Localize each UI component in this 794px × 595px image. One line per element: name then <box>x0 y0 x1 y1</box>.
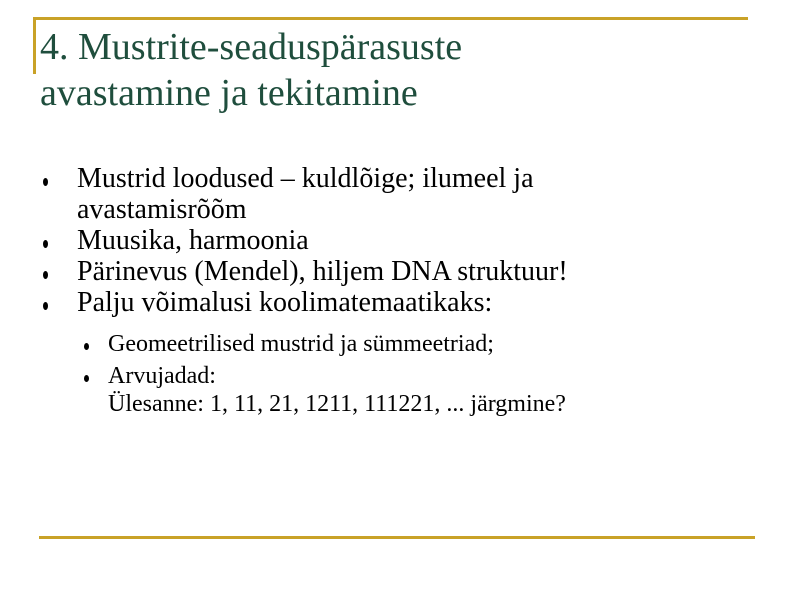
bullet-text: Pärinevus (Mendel), hiljem DNA struktuur! <box>77 256 568 287</box>
title-frame-top-rule <box>33 17 748 20</box>
round-bullet-icon <box>43 271 48 279</box>
slide-title <box>40 24 740 116</box>
round-bullet-icon <box>84 343 89 350</box>
round-bullet-icon <box>43 302 48 310</box>
round-bullet-icon <box>84 375 89 382</box>
slide-title-line-2: avastamine ja tekitamine <box>40 72 418 114</box>
sub-bullet-item-sequences <box>77 362 760 418</box>
bullet-item-music <box>40 225 760 256</box>
sub-bullet-text: Geomeetrilised mustrid ja sümmeetriad; <box>108 331 494 357</box>
bullet-text-line-1: Mustrid loodused – kuldlõige; ilumeel ja <box>77 163 534 194</box>
round-bullet-icon <box>43 178 48 186</box>
sub-bullet-text-line-2: Ülesanne: 1, 11, 21, 1211, 111221, ... järgmine? <box>108 391 566 417</box>
bottom-rule <box>39 536 755 539</box>
sub-bullet-item-geometry <box>77 330 760 358</box>
sub-bullet-list <box>77 330 760 418</box>
bullet-text: Palju võimalusi koolimatemaatikaks: <box>77 287 493 318</box>
bullet-list <box>40 163 760 422</box>
title-frame-left-rule <box>33 17 36 74</box>
bullet-text: Muusika, harmoonia <box>77 225 309 256</box>
bullet-text-line-2: avastamisrõõm <box>77 194 247 225</box>
slide-title-line-1: 4. Mustrite-seaduspärasuste <box>40 26 463 68</box>
bullet-item-nature-patterns <box>40 163 760 225</box>
round-bullet-icon <box>43 240 48 248</box>
bullet-item-school-math <box>40 287 760 418</box>
bullet-item-heredity <box>40 256 760 287</box>
sub-bullet-text-line-1: Arvujadad: <box>108 363 216 389</box>
